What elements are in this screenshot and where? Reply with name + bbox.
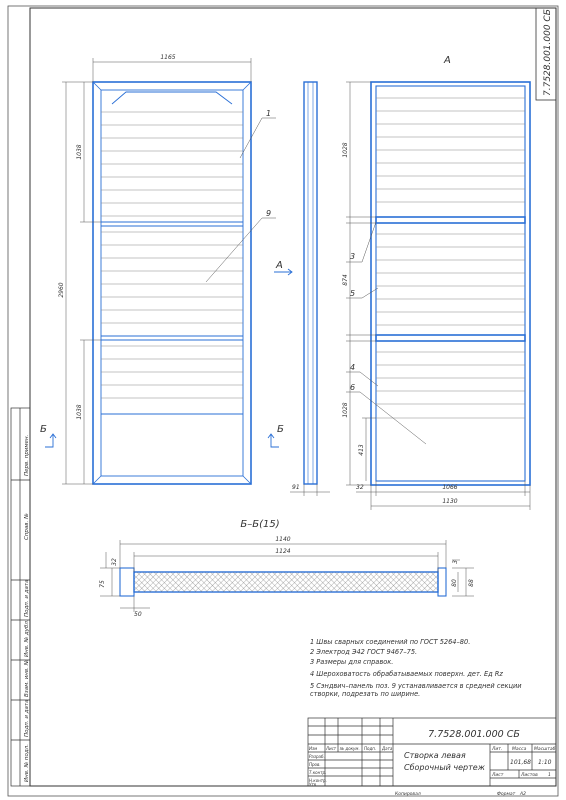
- vertical-code: 7.7528.001.000 СБ: [543, 9, 553, 96]
- dim-section-right-total: 88: [468, 579, 475, 587]
- copied-label: Копировал: [395, 792, 421, 797]
- section-view: [120, 568, 446, 596]
- sheets-value: 1: [548, 773, 551, 778]
- callout-1: 1: [266, 109, 272, 118]
- note-4: 4 Шероховатость обрабатываемых поверхн. дет. Ед Rz: [310, 670, 503, 678]
- callout-9: 9: [266, 209, 272, 218]
- note-5: 5 Сэндвич–панель поз. 9 устанавливается в средней секции створки, подрезать по ширине.: [310, 682, 522, 698]
- col-mass: Масса: [512, 747, 527, 752]
- side-inv-podl: Инв. № подл.: [24, 744, 30, 782]
- dim-section-left-height: 75: [99, 580, 106, 588]
- view-a: [371, 82, 530, 485]
- arrow-a: А: [276, 260, 283, 271]
- row-doc: № докум.: [340, 746, 360, 751]
- view-a-label: А: [444, 55, 451, 66]
- dim-section-inner: 1124: [275, 548, 291, 555]
- row-nkontr: Н.контр.: [309, 778, 327, 783]
- format-label: Формат: [497, 792, 516, 797]
- dim-a-lower: 413: [358, 444, 365, 456]
- dim-section-overall: 1140: [275, 536, 291, 543]
- top-gusset: [112, 92, 232, 104]
- col-lit: Лит.: [492, 747, 503, 752]
- callout-3: 3: [350, 252, 356, 261]
- dim-section-right-small: 3: [452, 560, 459, 564]
- front-view: [93, 82, 251, 484]
- callout-6: 6: [350, 383, 356, 392]
- section-label: Б–Б(15): [240, 519, 280, 530]
- row-date: Дата: [382, 746, 393, 751]
- dim-front-top: 1038: [76, 144, 83, 160]
- row-sign: Подп.: [364, 746, 377, 751]
- side-vzam-inv: Взам. инв. №: [24, 659, 30, 697]
- dim-front-height: 2960: [58, 282, 65, 298]
- col-scale: Масштаб: [534, 747, 556, 752]
- front-outer-frame: [93, 82, 251, 484]
- dim-front-bottom: 1038: [76, 404, 83, 420]
- callout-4: 4: [350, 363, 356, 372]
- format-value: А2: [520, 792, 526, 797]
- dim-a-bottom: 1028: [342, 402, 349, 418]
- front-slats: [101, 112, 243, 398]
- arrow-b-right: Б: [277, 424, 284, 435]
- callout-5: 5: [350, 289, 356, 298]
- corner-code-box: [536, 8, 556, 100]
- dim-front-width: 1165: [160, 54, 176, 61]
- side-inv-dubl: Инв. № дубл.: [24, 619, 30, 657]
- dim-a-outer-width: 1130: [442, 498, 458, 505]
- dim-a-inner-width: 1066: [442, 484, 458, 491]
- note-2: 2 Электрод Э42 ГОСТ 9467–75.: [310, 648, 418, 656]
- view-a-slats: [376, 98, 525, 404]
- dim-section-left-top: 32: [111, 558, 118, 566]
- scale-value: 1:10: [538, 759, 552, 766]
- row-izm: Изм: [309, 746, 318, 751]
- row-list: Лист: [326, 746, 337, 751]
- view-a-dimensions: [346, 82, 530, 510]
- dim-side-thickness: 91: [292, 484, 300, 491]
- note-3: 3 Размеры для справок.: [310, 658, 394, 666]
- title-name-line1: Створка левая: [404, 751, 466, 760]
- side-view: [304, 82, 317, 484]
- side-podp-data-1: Подп. и дата: [24, 579, 30, 617]
- side-perv-primen: Перв. примен.: [24, 434, 30, 476]
- title-name-line2: Сборочный чертеж: [404, 763, 485, 772]
- side-sprav: Справ. №: [24, 513, 30, 540]
- row-prov: Пров.: [309, 762, 321, 767]
- dim-a-left-offset: 32: [356, 484, 364, 491]
- title-designation: 7.7528.001.000 СБ: [428, 729, 520, 740]
- row-razrab: Разраб.: [309, 754, 325, 759]
- row-tkontr: Т.контр.: [309, 770, 327, 775]
- note-1: 1 Швы сварных соединений по ГОСТ 5264–80.: [310, 638, 471, 646]
- dim-section-right-mid: 80: [451, 579, 458, 587]
- dim-a-middle: 874: [342, 274, 349, 286]
- front-inner-frame: [101, 90, 243, 476]
- row-utv: Утв.: [309, 782, 318, 787]
- sheets-label: Листов: [521, 773, 538, 778]
- dim-section-bottom: 50: [134, 611, 142, 618]
- arrow-b-left: Б: [40, 424, 47, 435]
- sheet-label: Лист: [492, 773, 504, 778]
- dim-a-top: 1028: [342, 142, 349, 158]
- mass-value: 101,68: [510, 759, 531, 766]
- side-podp-data-2: Подп. и дата: [24, 699, 30, 737]
